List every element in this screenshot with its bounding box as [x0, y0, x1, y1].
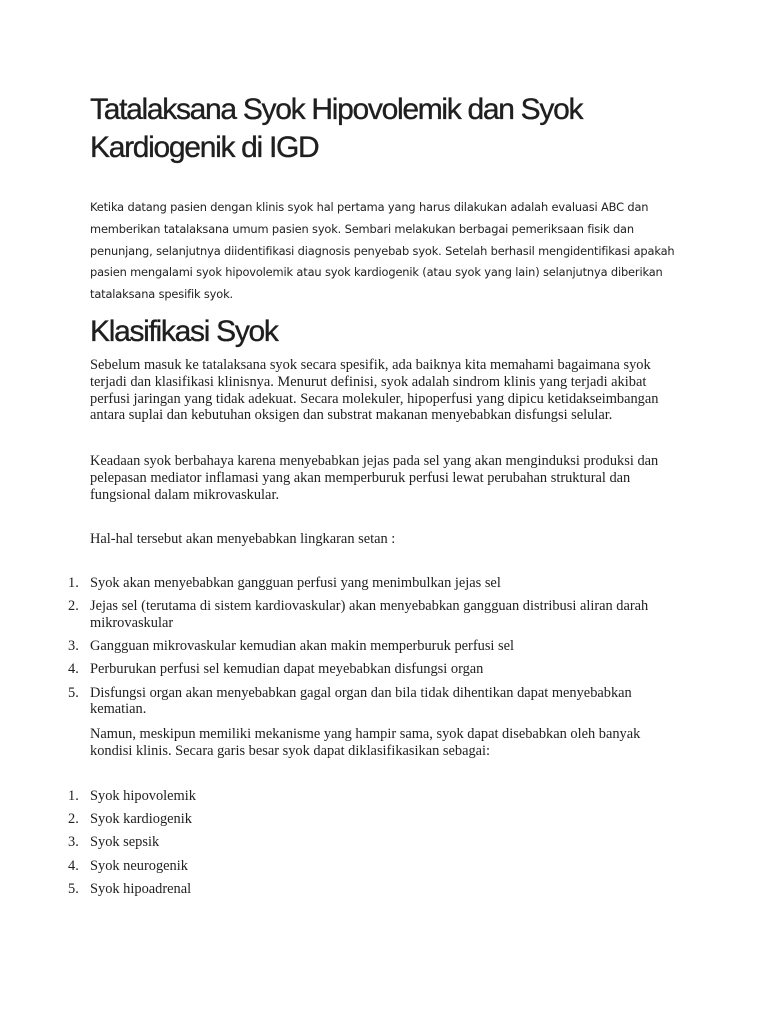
list-number: 1.: [68, 788, 79, 804]
section-heading: Klasifikasi Syok: [90, 315, 278, 348]
list-item-text: Syok hipoadrenal: [90, 880, 192, 897]
list-number: 1.: [68, 575, 79, 591]
list-number: 2.: [68, 598, 79, 615]
list-item: [0, 811, 680, 828]
list-item: [0, 858, 680, 875]
list-item: [0, 834, 680, 851]
list-item-text: Disfungsi organ akan menyebabkan gagal organ dan bila tidak dihentikan dapat menyebabkan kematian.: [90, 684, 632, 718]
list-item: [0, 575, 680, 592]
intro-paragraph: Ketika datang pasien dengan klinis syok hal pertama yang harus dilakukan adalah evaluasi ABC dan memberikan tatalaksana umum pasien syok. Sembari melakukan berbagai pemeriksaan fisik dan penunjang, selanjutnya diidentifikasi diagnosis penyebab syok. Setelah berhasil mengidentifikasi apakah pasien mengalami syok hipovolemik atau syok kardiogenik (atau syok yang lain) selanjutnya diberikan tatalaksana spesifik syok.: [90, 200, 675, 302]
list-number: 3.: [68, 638, 79, 655]
list-item-text: Syok akan menyebabkan gangguan perfusi yang menimbulkan jejas sel: [90, 575, 501, 591]
paragraph-cycle-intro: Hal-hal tersebut akan menyebabkan lingkaran setan :: [90, 531, 396, 547]
list-item: [0, 685, 680, 719]
list-item: [0, 788, 680, 805]
list-item: [0, 598, 680, 632]
cycle-list: [0, 575, 680, 725]
paragraph-definition: Sebelum masuk ke tatalaksana syok secara spesifik, ada baiknya kita memahami bagaimana syok terjadi dan klasifikasi klinisnya. Menurut definisi, syok adalah sindrom klinis yang terjadi akibat perfusi jaringan yang tidak adekuat. Secara molekuler, hipoperfusi yang dipicu ketidakseimbangan antara suplai dan kebutuhan oksigen dan substrat makanan menyebabkan disfungsi selular.: [90, 357, 659, 424]
list-number: 4.: [68, 661, 79, 678]
shock-type-list: [0, 788, 680, 904]
paragraph-classification-intro: Namun, meskipun memiliki mekanisme yang hampir sama, syok dapat disebabkan oleh banyak kondisi klinis. Secara garis besar syok dapat diklasifikasikan sebagai:: [90, 726, 641, 759]
paragraph-danger: Keadaan syok berbahaya karena menyebabkan jejas pada sel yang akan menginduksi produksi dan pelepasan mediator inflamasi yang akan memperburuk perfusi lewat perubahan struktural dan fungsional dalam mikrovaskular.: [90, 453, 659, 503]
list-item-text: Syok kardiogenik: [90, 811, 192, 828]
list-item-text: Jejas sel (terutama di sistem kardiovaskular) akan menyebabkan gangguan distribusi aliran darah mikrovaskular: [90, 598, 649, 631]
list-item-text: Syok hipovolemik: [90, 788, 196, 804]
list-item-text: Syok sepsik: [90, 834, 160, 851]
list-number: 2.: [68, 811, 79, 828]
list-item-text: Gangguan mikrovaskular kemudian akan makin memperburuk perfusi sel: [90, 638, 515, 655]
list-item: [0, 638, 680, 655]
list-number: 5.: [68, 880, 79, 897]
list-item: [0, 881, 680, 898]
list-number: 3.: [68, 834, 79, 851]
list-item-text: Perburukan perfusi sel kemudian dapat meyebabkan disfungsi organ: [90, 661, 484, 678]
list-number: 4.: [68, 857, 79, 874]
article-title: Tatalaksana Syok Hipovolemik dan Syok Kardiogenik di IGD: [90, 93, 583, 164]
list-item: [0, 661, 680, 678]
list-number: 5.: [68, 684, 79, 701]
list-item-text: Syok neurogenik: [90, 857, 188, 874]
